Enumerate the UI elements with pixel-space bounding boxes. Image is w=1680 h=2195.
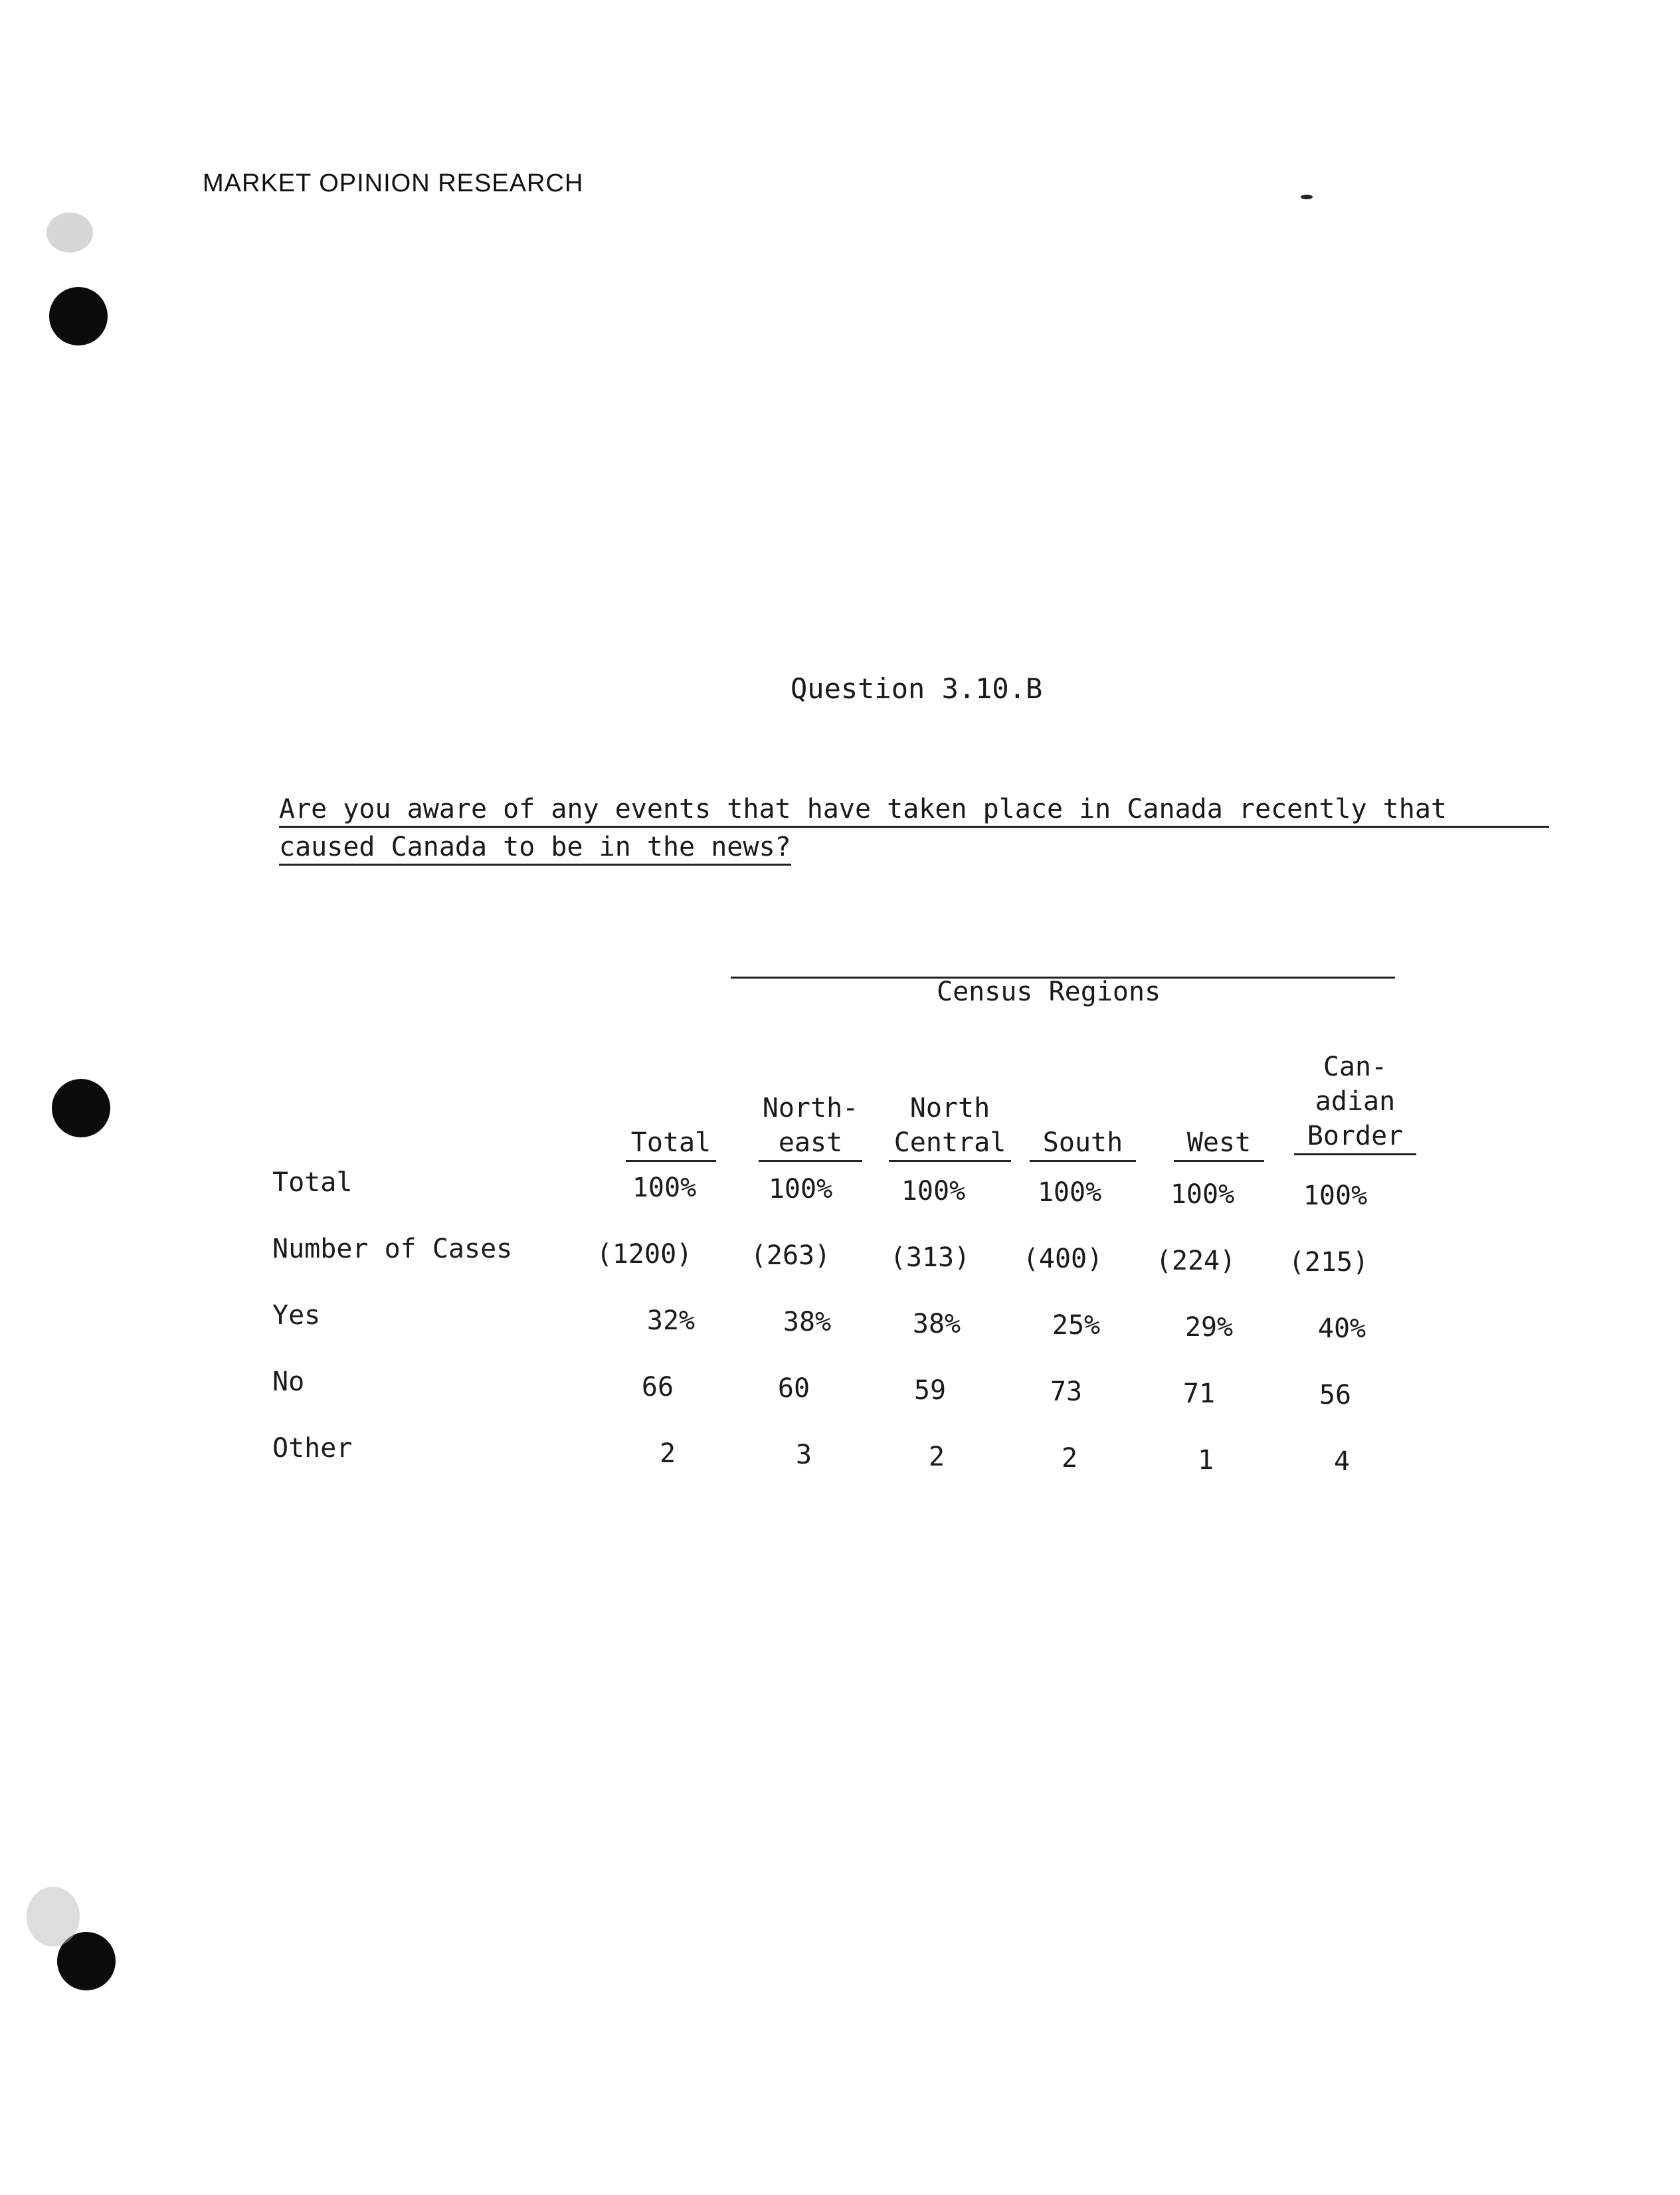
table-cell: 2 (659, 1438, 676, 1469)
table-cell: (224) (1155, 1246, 1236, 1276)
binder-hole-top (49, 287, 108, 345)
table-cell: 56 (1319, 1380, 1352, 1410)
table-cell: 38% (912, 1309, 961, 1339)
column-header-line (1016, 1091, 1149, 1125)
column-header-line (744, 1056, 877, 1091)
column-header-line (605, 1091, 737, 1125)
column-header-line: east (759, 1125, 862, 1162)
column-header-line: Can- (1323, 1052, 1388, 1082)
table-cell: (313) (889, 1242, 971, 1273)
table-cell: 100% (632, 1173, 697, 1203)
table-cell: 1 (1197, 1445, 1214, 1476)
table-cell: 32% (646, 1305, 696, 1336)
table-cell: 73 (1050, 1377, 1083, 1407)
table-cell: 71 (1182, 1379, 1216, 1409)
table-cell: 100% (768, 1174, 833, 1204)
row-label-no: No (272, 1367, 305, 1397)
question-text-line-1: Are you aware of any events that have taken place in Canada recently that (279, 794, 1549, 828)
row-label-yes: Yes (272, 1300, 321, 1331)
table-cell: 59 (913, 1375, 947, 1406)
table-cell: (263) (750, 1240, 831, 1271)
row-label-total: Total (272, 1167, 353, 1198)
column-header-canadian-border (1289, 1050, 1422, 1155)
column-header-line: Border (1294, 1119, 1417, 1155)
column-header-line (1153, 1056, 1285, 1091)
letterhead: MARKET OPINION RESEARCH (203, 169, 584, 197)
column-header-line: Central (889, 1125, 1012, 1162)
row-label-other: Other (272, 1433, 353, 1464)
column-header-line: Total (626, 1125, 716, 1162)
column-header-line: North (909, 1093, 990, 1123)
column-header-line: West (1174, 1125, 1264, 1162)
table-cell: 3 (795, 1440, 812, 1470)
table-cell: 2 (1061, 1443, 1078, 1474)
question-text-line-2: caused Canada to be in the news? (279, 832, 791, 866)
column-header-line (1153, 1091, 1285, 1125)
column-header-line: North- (762, 1093, 859, 1123)
column-header-line: adian (1315, 1086, 1396, 1117)
table-cell: 60 (777, 1373, 810, 1404)
scan-speck (27, 1887, 80, 1947)
table-cell: 100% (1303, 1181, 1368, 1211)
question-number: Question 3.10.B (791, 672, 1043, 705)
scan-speck (1301, 195, 1313, 199)
census-regions-header: Census Regions (937, 977, 1161, 1007)
column-header-line: South (1030, 1125, 1136, 1162)
column-header-line (605, 1056, 737, 1091)
table-cell: 100% (1037, 1177, 1102, 1208)
table-cell: (215) (1288, 1247, 1369, 1278)
table-cell: 40% (1317, 1313, 1366, 1344)
table-cell: (1200) (596, 1239, 693, 1270)
column-header-line (1016, 1056, 1149, 1091)
table-cell: 100% (1170, 1179, 1235, 1210)
table-cell: 66 (641, 1372, 674, 1402)
table-cell: 29% (1184, 1312, 1234, 1343)
column-header-south (1016, 1056, 1149, 1162)
scan-speck (47, 213, 93, 252)
column-header-northeast (744, 1056, 877, 1162)
row-label-number-of-cases: Number of Cases (272, 1234, 513, 1264)
binder-hole-middle (52, 1079, 110, 1137)
table-cell: 38% (783, 1307, 832, 1337)
column-header-line (880, 1056, 1020, 1091)
table-cell: 25% (1052, 1310, 1101, 1341)
column-header-west (1153, 1056, 1285, 1162)
table-cell: 4 (1333, 1446, 1351, 1477)
column-header-total (605, 1056, 737, 1162)
table-cell: 2 (928, 1442, 945, 1472)
table-cell: (400) (1022, 1244, 1103, 1274)
column-header-north-central (880, 1056, 1020, 1162)
table-cell: 100% (901, 1176, 966, 1206)
